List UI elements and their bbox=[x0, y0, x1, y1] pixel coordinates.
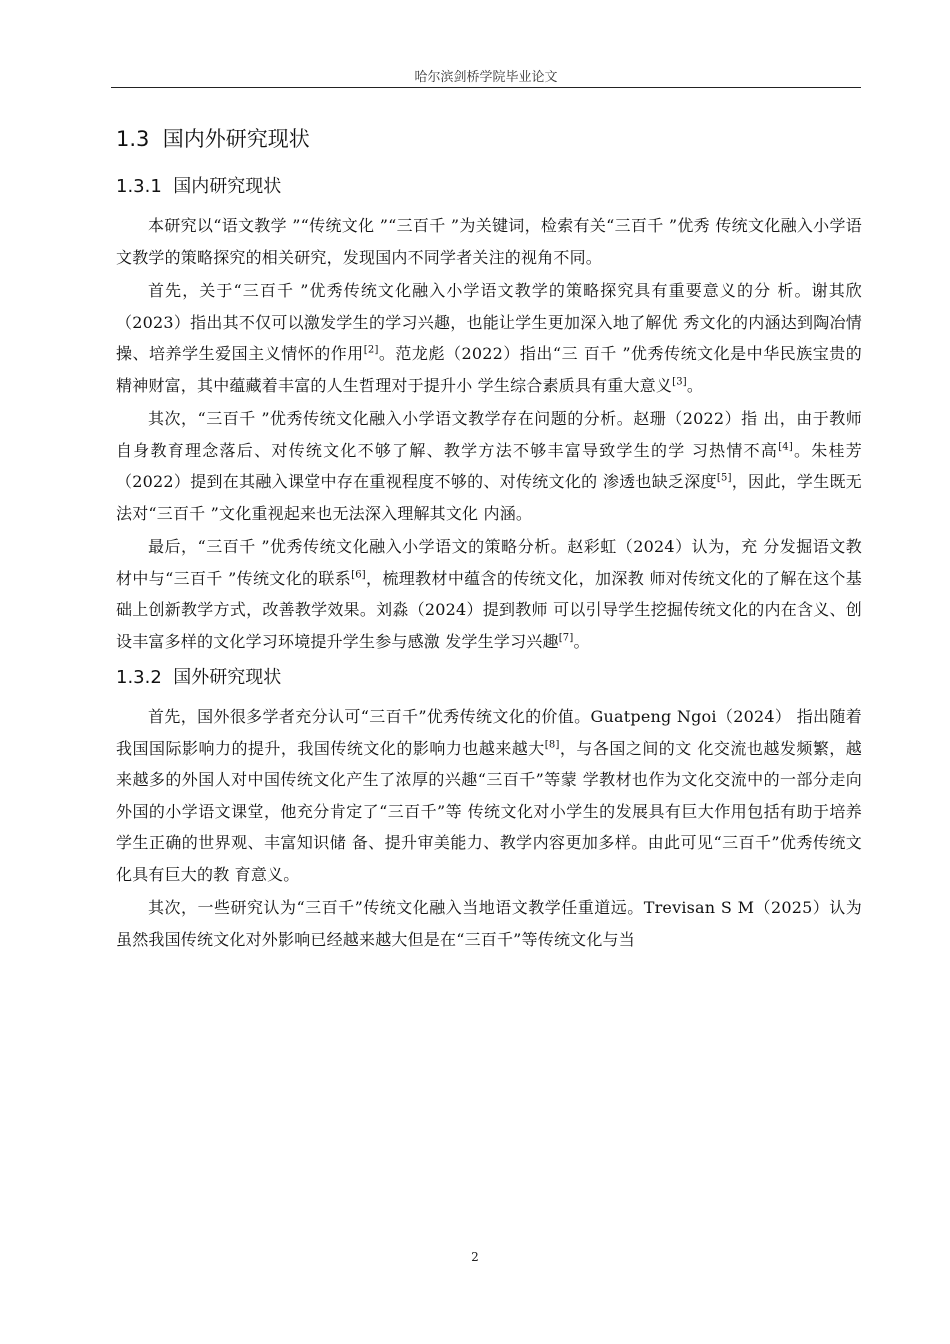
citation-ref: [3] bbox=[672, 376, 687, 388]
paragraph: 本研究以“语文教学 ”“传统文化 ”“三百千 ”为关键词，检索有关“三百千 ”优秀 传统文化融入小学语文教学的策略探究的相关研究，发现国内不同学者关注的视角不同。 bbox=[116, 216, 862, 267]
paragraph: 其次，“三百千 ”优秀传统文化融入小学语文教学存在问题的分析。赵珊（2022）指 出，由于教师自身教育理念落后、对传统文化不够了解、教学方法不够丰富导致学生的学 习热情不高[4]。朱桂芳（2022）提到在其融入课堂中存在重视程度不够的、对传统文化的 渗透也缺乏深度[5]，因此，学生既无法对“三百千 ”文化重视起来也无法深入理解其文化 内涵。 bbox=[116, 409, 863, 523]
subsection-heading-foreign bbox=[116, 663, 862, 693]
page-number: 2 bbox=[471, 1250, 479, 1264]
subsection-number: 1.3.2 bbox=[116, 667, 162, 688]
citation-ref: [5] bbox=[716, 472, 732, 484]
subsection-title: 国外研究现状 bbox=[173, 667, 282, 688]
subsection-number: 1.3.1 bbox=[116, 176, 162, 197]
subsection-title: 国内研究现状 bbox=[173, 176, 282, 197]
paragraph: 首先，关于“三百千 ”优秀传统文化融入小学语文教学的策略探究具有重要意义的分 析。谢其欣（2023）指出其不仅可以激发学生的学习兴趣，也能让学生更加深入地了解优 秀文化的内涵达到陶冶情操、培养学生爱国主义情怀的作用[2]。范龙彪（2022）指出“三 百千 ”优秀传统文化是中华民族宝贵的精神财富，其中蕴藏着丰富的人生哲理对于提升小 学生综合素质具有重大意义[3]。 bbox=[116, 281, 862, 395]
citation-ref: [4] bbox=[778, 441, 793, 453]
citation-ref: [6] bbox=[351, 569, 366, 581]
citation-ref: [8] bbox=[544, 739, 560, 751]
paragraph: 最后，“三百千 ”优秀传统文化融入小学语文的策略分析。赵彩虹（2024）认为，充 分发掘语文教材中与“三百千 ”传统文化的联系[6]，梳理教材中蕴含的传统文化，加深教 师对传统文化的了解在这个基础上创新教学方式，改善教学效果。刘淼（2024）提到教师 可以引导学生挖掘传统文化的内在含义、创设丰富多样的文化学习环境提升学生参与感激 发学生学习兴趣[7]。 bbox=[116, 537, 862, 651]
section-number: 1.3 bbox=[116, 127, 150, 151]
header-rule bbox=[111, 87, 861, 88]
paragraph: 其次，一些研究认为“三百千”传统文化融入当地语文教学任重道远。Trevisan S M（2025）认为虽然我国传统文化对外影响已经越来越大但是在“三百千”等传统文化与当 bbox=[116, 898, 862, 949]
subsection-heading-domestic bbox=[116, 172, 862, 202]
section-title: 国内外研究现状 bbox=[162, 127, 310, 151]
section-heading bbox=[116, 122, 862, 156]
citation-ref: [2] bbox=[363, 344, 379, 356]
paragraph: 首先，国外很多学者充分认可“三百千”优秀传统文化的价值。Guatpeng Ngoi（2024） 指出随着我国国际影响力的提升，我国传统文化的影响力也越来越大[8]，与各国之间的文 化交流也越发频繁，越来越多的外国人对中国传统文化产生了浓厚的兴趣“三百千”等蒙 学教材也作为文化交流中的一部分走向外国的小学语文课堂，他充分肯定了“三百千”等 传统文化对小学生的发展具有巨大作用包括有助于培养学生正确的世界观、丰富知识储 备、提升审美能力、教学内容更加多样。由此可见“三百千”优秀传统文化具有巨大的教 育意义。 bbox=[116, 707, 862, 884]
page-body bbox=[116, 122, 862, 957]
citation-ref: [7] bbox=[558, 632, 574, 644]
running-header: 哈尔滨剑桥学院毕业论文 bbox=[414, 70, 558, 85]
